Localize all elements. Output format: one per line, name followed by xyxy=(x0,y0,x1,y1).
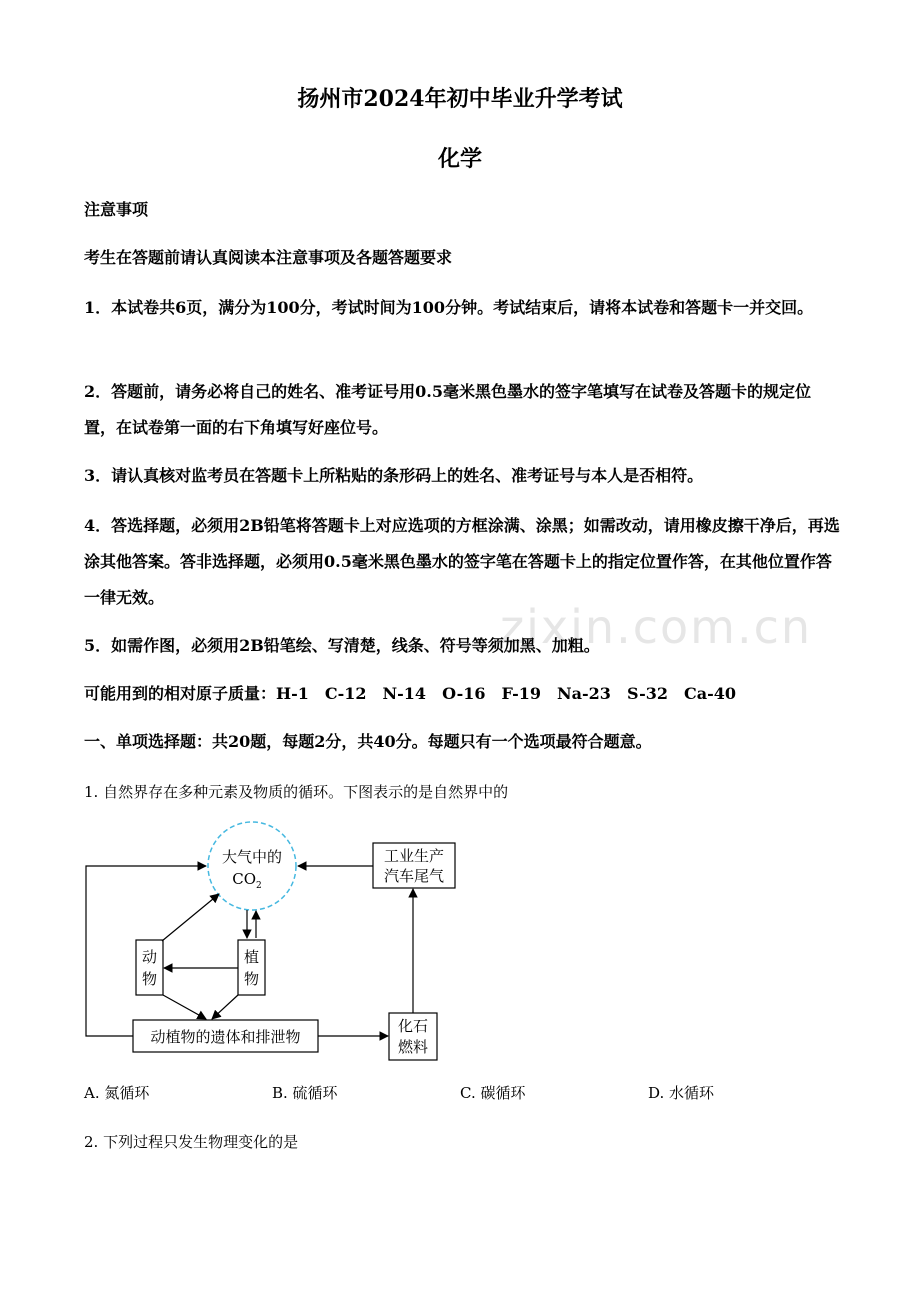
arrow-animal-to-remains xyxy=(163,995,206,1019)
arrow-plant-to-remains xyxy=(212,995,238,1019)
notice-item-5: 5．如需作图，必须用2B铅笔绘、写清楚，线条、符号等须加黑、加粗。 xyxy=(84,636,600,655)
option-d[interactable]: D. 水循环 xyxy=(648,1084,715,1102)
plant-label-2: 物 xyxy=(243,970,260,988)
subject-title: 化学 xyxy=(437,146,482,172)
fossil-label-1: 化石 xyxy=(397,1017,429,1035)
watermark: zixin.com.cn xyxy=(500,600,813,654)
remains-label: 动植物的遗体和排泄物 xyxy=(150,1028,301,1046)
question-2-stem: 2. 下列过程只发生物理变化的是 xyxy=(84,1133,299,1151)
animal-label-1: 动 xyxy=(141,948,158,966)
plant-label-1: 植 xyxy=(243,948,260,966)
option-c[interactable]: C. 碳循环 xyxy=(460,1084,526,1102)
notice-item-3: 3．请认真核对监考员在答题卡上所粘贴的条形码上的姓名、准考证号与本人是否相符。 xyxy=(84,466,704,485)
question-1-stem: 1. 自然界存在多种元素及物质的循环。下图表示的是自然界中的 xyxy=(84,783,509,801)
industry-label-1: 工业生产 xyxy=(383,847,445,865)
arrow-animal-to-co2 xyxy=(162,894,219,941)
atmosphere-label: 大气中的 xyxy=(221,848,283,866)
exam-title: 扬州市2024年初中毕业升学考试 xyxy=(297,86,623,112)
notice-heading: 注意事项 xyxy=(84,200,149,219)
section-heading: 一、单项选择题：共20题，每题2分，共40分。每题只有一个选项最符合题意。 xyxy=(84,732,652,751)
co2-label: $CO_2$ xyxy=(232,870,262,891)
notice-item-1: 1．本试卷共6页，满分为100分，考试时间为100分钟。考试结束后，请将本试卷和答题卡一并交回。 xyxy=(84,298,814,317)
atomic-masses: 可能用到的相对原子质量：H-1 C-12 N-14 O-16 F-19 Na-23 S-32 Ca-40 xyxy=(84,684,736,703)
notice-intro: 考生在答题前请认真阅读本注意事项及各题答题要求 xyxy=(84,248,453,267)
industry-label-2: 汽车尾气 xyxy=(383,867,445,885)
option-b[interactable]: B. 硫循环 xyxy=(272,1084,338,1102)
option-a[interactable]: A. 氮循环 xyxy=(84,1084,150,1102)
atmosphere-co2-circle xyxy=(208,822,296,910)
animal-label-2: 物 xyxy=(141,970,158,988)
notice-item-4: 4．答选择题，必须用2B铅笔将答题卡上对应选项的方框涂满、涂黑；如需改动，请用橡皮擦干净后，再选涂其他答案。答非选择题，必须用0.5毫米黑色墨水的签字笔在答题卡上的指定位置作答，在其他位置作答一律无效。 xyxy=(84,516,840,607)
notice-item-2: 2．答题前，请务必将自己的姓名、准考证号用0.5毫米黑色墨水的签字笔填写在试卷及答题卡的规定位置，在试卷第一面的右下角填写好座位号。 xyxy=(84,382,811,437)
fossil-label-2: 燃料 xyxy=(397,1038,429,1056)
